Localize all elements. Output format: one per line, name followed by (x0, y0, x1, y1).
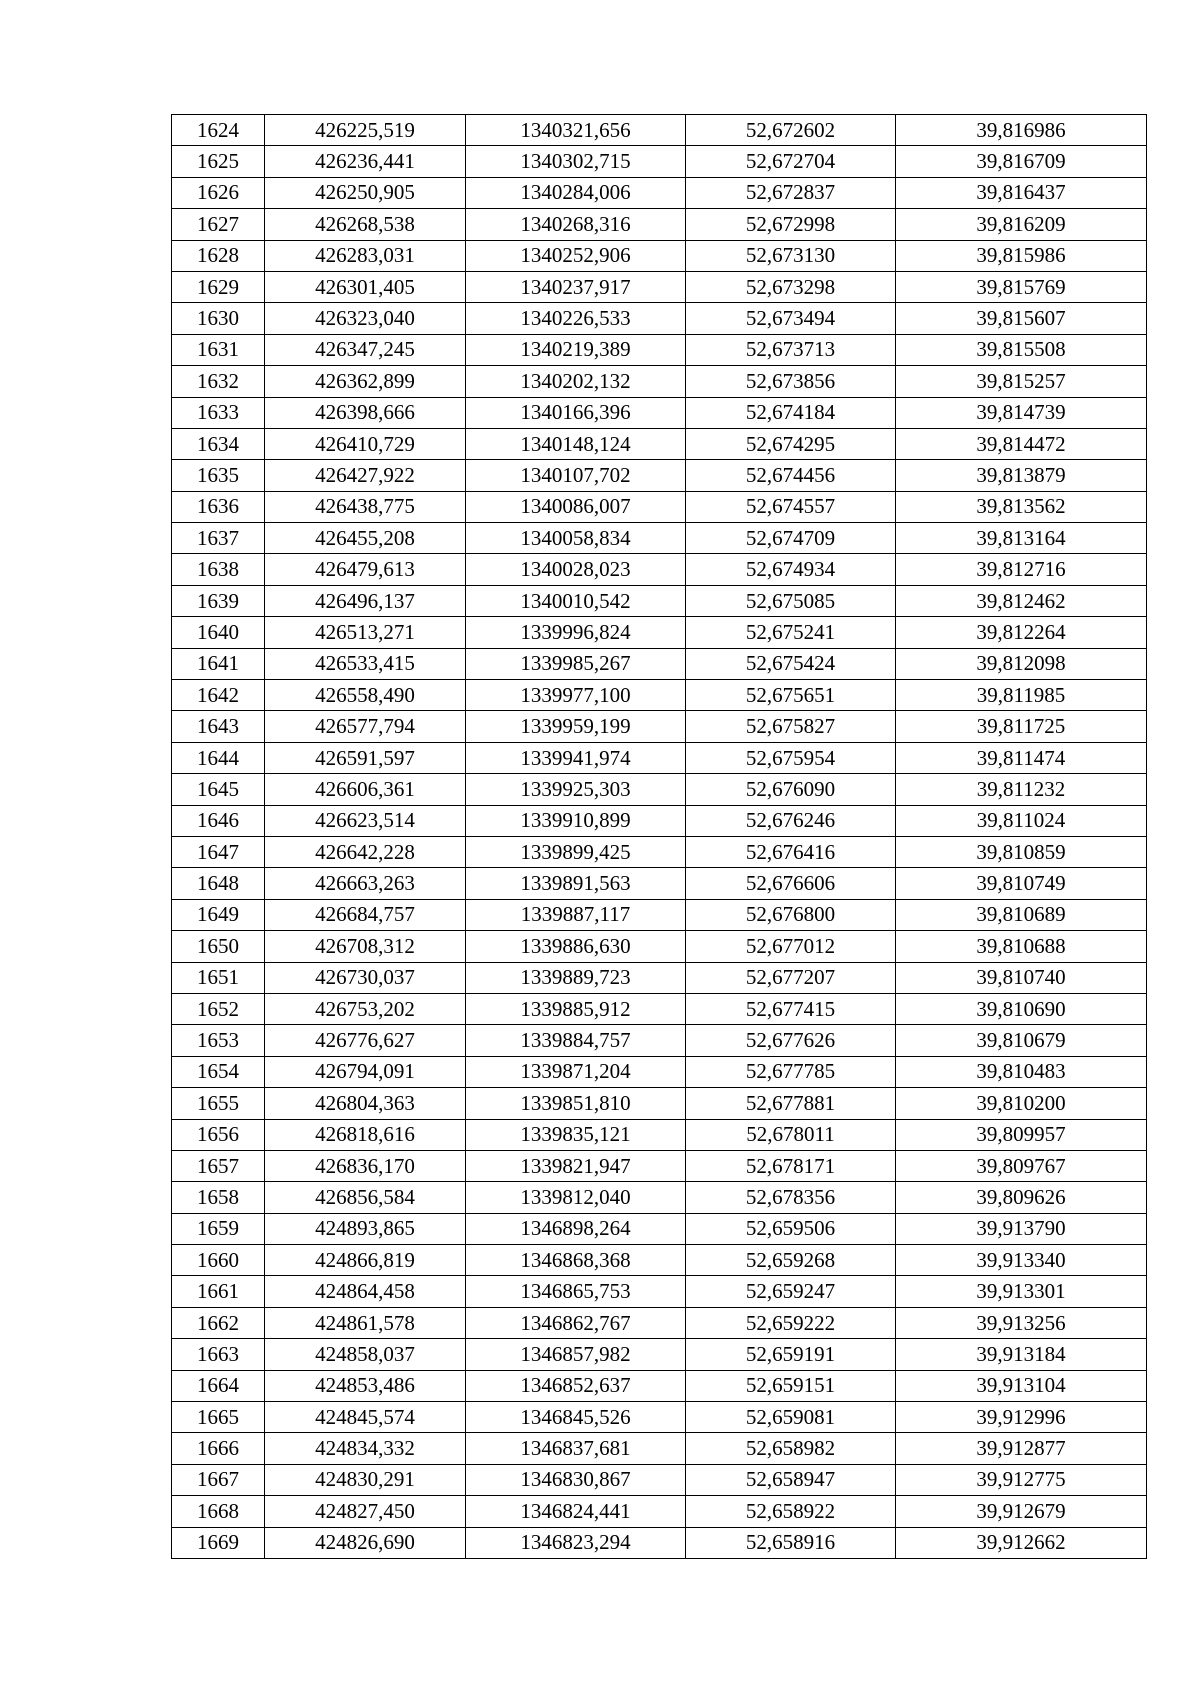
point-number-cell: 1656 (172, 1119, 265, 1150)
y-coordinate-cell: 1339884,757 (466, 1025, 686, 1056)
latitude-cell: 52,674557 (686, 491, 896, 522)
table-row (172, 303, 1147, 334)
latitude-cell: 52,673494 (686, 303, 896, 334)
latitude-cell: 52,675241 (686, 617, 896, 648)
x-coordinate-cell: 426236,441 (265, 146, 466, 177)
longitude-cell: 39,809767 (896, 1150, 1147, 1181)
latitude-cell: 52,673856 (686, 366, 896, 397)
longitude-cell: 39,816437 (896, 177, 1147, 208)
longitude-cell: 39,812716 (896, 554, 1147, 585)
x-coordinate-cell: 426283,031 (265, 240, 466, 271)
table-row (172, 460, 1147, 491)
longitude-cell: 39,912996 (896, 1402, 1147, 1433)
y-coordinate-cell: 1339889,723 (466, 962, 686, 993)
point-number-cell: 1653 (172, 1025, 265, 1056)
x-coordinate-cell: 426479,613 (265, 554, 466, 585)
table-row (172, 209, 1147, 240)
table-row (172, 774, 1147, 805)
table-row (172, 146, 1147, 177)
table-row (172, 491, 1147, 522)
table-row (172, 680, 1147, 711)
latitude-cell: 52,676606 (686, 868, 896, 899)
longitude-cell: 39,812098 (896, 648, 1147, 679)
y-coordinate-cell: 1339812,040 (466, 1182, 686, 1213)
y-coordinate-cell: 1346845,526 (466, 1402, 686, 1433)
y-coordinate-cell: 1339851,810 (466, 1088, 686, 1119)
longitude-cell: 39,912662 (896, 1527, 1147, 1558)
latitude-cell: 52,675954 (686, 742, 896, 773)
y-coordinate-cell: 1340148,124 (466, 428, 686, 459)
latitude-cell: 52,678356 (686, 1182, 896, 1213)
longitude-cell: 39,815769 (896, 271, 1147, 302)
longitude-cell: 39,813879 (896, 460, 1147, 491)
table-row (172, 931, 1147, 962)
longitude-cell: 39,811024 (896, 805, 1147, 836)
latitude-cell: 52,677207 (686, 962, 896, 993)
y-coordinate-cell: 1346862,767 (466, 1307, 686, 1338)
y-coordinate-cell: 1340321,656 (466, 115, 686, 146)
point-number-cell: 1650 (172, 931, 265, 962)
longitude-cell: 39,913256 (896, 1307, 1147, 1338)
longitude-cell: 39,815257 (896, 366, 1147, 397)
x-coordinate-cell: 426347,245 (265, 334, 466, 365)
point-number-cell: 1659 (172, 1213, 265, 1244)
longitude-cell: 39,815508 (896, 334, 1147, 365)
point-number-cell: 1629 (172, 271, 265, 302)
point-number-cell: 1627 (172, 209, 265, 240)
latitude-cell: 52,678171 (686, 1150, 896, 1181)
longitude-cell: 39,813562 (896, 491, 1147, 522)
x-coordinate-cell: 424893,865 (265, 1213, 466, 1244)
latitude-cell: 52,674184 (686, 397, 896, 428)
x-coordinate-cell: 426663,263 (265, 868, 466, 899)
y-coordinate-cell: 1339871,204 (466, 1056, 686, 1087)
table-row (172, 177, 1147, 208)
x-coordinate-cell: 426323,040 (265, 303, 466, 334)
point-number-cell: 1654 (172, 1056, 265, 1087)
y-coordinate-cell: 1339899,425 (466, 836, 686, 867)
latitude-cell: 52,674709 (686, 523, 896, 554)
point-number-cell: 1655 (172, 1088, 265, 1119)
table-row (172, 1464, 1147, 1495)
longitude-cell: 39,815986 (896, 240, 1147, 271)
coordinates-table-body (172, 115, 1147, 1559)
x-coordinate-cell: 424853,486 (265, 1370, 466, 1401)
x-coordinate-cell: 426225,519 (265, 115, 466, 146)
x-coordinate-cell: 424866,819 (265, 1245, 466, 1276)
x-coordinate-cell: 426496,137 (265, 585, 466, 616)
y-coordinate-cell: 1340028,023 (466, 554, 686, 585)
y-coordinate-cell: 1346852,637 (466, 1370, 686, 1401)
table-row (172, 1496, 1147, 1527)
table-row (172, 1527, 1147, 1558)
x-coordinate-cell: 426730,037 (265, 962, 466, 993)
x-coordinate-cell: 424830,291 (265, 1464, 466, 1495)
x-coordinate-cell: 426398,666 (265, 397, 466, 428)
latitude-cell: 52,659222 (686, 1307, 896, 1338)
table-row (172, 554, 1147, 585)
y-coordinate-cell: 1340202,132 (466, 366, 686, 397)
longitude-cell: 39,812462 (896, 585, 1147, 616)
coordinates-table-container (171, 114, 1146, 1559)
x-coordinate-cell: 424861,578 (265, 1307, 466, 1338)
y-coordinate-cell: 1339985,267 (466, 648, 686, 679)
point-number-cell: 1642 (172, 680, 265, 711)
table-row (172, 585, 1147, 616)
y-coordinate-cell: 1346898,264 (466, 1213, 686, 1244)
latitude-cell: 52,674295 (686, 428, 896, 459)
longitude-cell: 39,810740 (896, 962, 1147, 993)
x-coordinate-cell: 424858,037 (265, 1339, 466, 1370)
x-coordinate-cell: 424864,458 (265, 1276, 466, 1307)
y-coordinate-cell: 1339910,899 (466, 805, 686, 836)
latitude-cell: 52,678011 (686, 1119, 896, 1150)
table-row (172, 1213, 1147, 1244)
latitude-cell: 52,673130 (686, 240, 896, 271)
table-row (172, 428, 1147, 459)
table-row (172, 1402, 1147, 1433)
y-coordinate-cell: 1340302,715 (466, 146, 686, 177)
table-row (172, 240, 1147, 271)
coordinates-table (171, 114, 1147, 1559)
point-number-cell: 1631 (172, 334, 265, 365)
x-coordinate-cell: 426533,415 (265, 648, 466, 679)
point-number-cell: 1660 (172, 1245, 265, 1276)
latitude-cell: 52,659191 (686, 1339, 896, 1370)
point-number-cell: 1640 (172, 617, 265, 648)
x-coordinate-cell: 426708,312 (265, 931, 466, 962)
x-coordinate-cell: 426362,899 (265, 366, 466, 397)
y-coordinate-cell: 1340284,006 (466, 177, 686, 208)
longitude-cell: 39,816709 (896, 146, 1147, 177)
latitude-cell: 52,675085 (686, 585, 896, 616)
longitude-cell: 39,816986 (896, 115, 1147, 146)
table-row (172, 523, 1147, 554)
x-coordinate-cell: 424826,690 (265, 1527, 466, 1558)
point-number-cell: 1643 (172, 711, 265, 742)
point-number-cell: 1665 (172, 1402, 265, 1433)
point-number-cell: 1647 (172, 836, 265, 867)
x-coordinate-cell: 426642,228 (265, 836, 466, 867)
longitude-cell: 39,813164 (896, 523, 1147, 554)
table-row (172, 899, 1147, 930)
point-number-cell: 1625 (172, 146, 265, 177)
point-number-cell: 1637 (172, 523, 265, 554)
longitude-cell: 39,912775 (896, 1464, 1147, 1495)
x-coordinate-cell: 426577,794 (265, 711, 466, 742)
table-row (172, 962, 1147, 993)
point-number-cell: 1661 (172, 1276, 265, 1307)
table-row (172, 1119, 1147, 1150)
longitude-cell: 39,811985 (896, 680, 1147, 711)
y-coordinate-cell: 1339891,563 (466, 868, 686, 899)
table-row (172, 334, 1147, 365)
latitude-cell: 52,677626 (686, 1025, 896, 1056)
table-row (172, 115, 1147, 146)
point-number-cell: 1652 (172, 993, 265, 1024)
point-number-cell: 1648 (172, 868, 265, 899)
latitude-cell: 52,658982 (686, 1433, 896, 1464)
latitude-cell: 52,677785 (686, 1056, 896, 1087)
point-number-cell: 1662 (172, 1307, 265, 1338)
x-coordinate-cell: 426268,538 (265, 209, 466, 240)
longitude-cell: 39,810679 (896, 1025, 1147, 1056)
y-coordinate-cell: 1339835,121 (466, 1119, 686, 1150)
x-coordinate-cell: 424834,332 (265, 1433, 466, 1464)
table-row (172, 805, 1147, 836)
point-number-cell: 1634 (172, 428, 265, 459)
x-coordinate-cell: 426856,584 (265, 1182, 466, 1213)
y-coordinate-cell: 1346823,294 (466, 1527, 686, 1558)
longitude-cell: 39,913790 (896, 1213, 1147, 1244)
point-number-cell: 1658 (172, 1182, 265, 1213)
longitude-cell: 39,814472 (896, 428, 1147, 459)
y-coordinate-cell: 1339885,912 (466, 993, 686, 1024)
point-number-cell: 1638 (172, 554, 265, 585)
y-coordinate-cell: 1346868,368 (466, 1245, 686, 1276)
latitude-cell: 52,658916 (686, 1527, 896, 1558)
longitude-cell: 39,810690 (896, 993, 1147, 1024)
x-coordinate-cell: 424845,574 (265, 1402, 466, 1433)
x-coordinate-cell: 426684,757 (265, 899, 466, 930)
table-row (172, 711, 1147, 742)
y-coordinate-cell: 1340010,542 (466, 585, 686, 616)
latitude-cell: 52,675827 (686, 711, 896, 742)
x-coordinate-cell: 426591,597 (265, 742, 466, 773)
table-row (172, 397, 1147, 428)
latitude-cell: 52,677881 (686, 1088, 896, 1119)
longitude-cell: 39,810688 (896, 931, 1147, 962)
longitude-cell: 39,811474 (896, 742, 1147, 773)
latitude-cell: 52,672602 (686, 115, 896, 146)
y-coordinate-cell: 1339887,117 (466, 899, 686, 930)
latitude-cell: 52,658922 (686, 1496, 896, 1527)
point-number-cell: 1635 (172, 460, 265, 491)
point-number-cell: 1668 (172, 1496, 265, 1527)
table-row (172, 1245, 1147, 1276)
table-row (172, 1056, 1147, 1087)
point-number-cell: 1651 (172, 962, 265, 993)
table-row (172, 648, 1147, 679)
x-coordinate-cell: 426804,363 (265, 1088, 466, 1119)
table-row (172, 1182, 1147, 1213)
point-number-cell: 1636 (172, 491, 265, 522)
y-coordinate-cell: 1340219,389 (466, 334, 686, 365)
table-row (172, 617, 1147, 648)
point-number-cell: 1630 (172, 303, 265, 334)
x-coordinate-cell: 426301,405 (265, 271, 466, 302)
latitude-cell: 52,659247 (686, 1276, 896, 1307)
y-coordinate-cell: 1340252,906 (466, 240, 686, 271)
latitude-cell: 52,659151 (686, 1370, 896, 1401)
longitude-cell: 39,809957 (896, 1119, 1147, 1150)
latitude-cell: 52,659081 (686, 1402, 896, 1433)
latitude-cell: 52,677012 (686, 931, 896, 962)
point-number-cell: 1657 (172, 1150, 265, 1181)
latitude-cell: 52,676246 (686, 805, 896, 836)
longitude-cell: 39,810859 (896, 836, 1147, 867)
latitude-cell: 52,659268 (686, 1245, 896, 1276)
table-row (172, 1370, 1147, 1401)
table-row (172, 1150, 1147, 1181)
point-number-cell: 1667 (172, 1464, 265, 1495)
x-coordinate-cell: 426427,922 (265, 460, 466, 491)
latitude-cell: 52,676416 (686, 836, 896, 867)
point-number-cell: 1632 (172, 366, 265, 397)
y-coordinate-cell: 1346837,681 (466, 1433, 686, 1464)
latitude-cell: 52,676090 (686, 774, 896, 805)
longitude-cell: 39,810200 (896, 1088, 1147, 1119)
table-row (172, 1025, 1147, 1056)
latitude-cell: 52,675651 (686, 680, 896, 711)
longitude-cell: 39,814739 (896, 397, 1147, 428)
table-row (172, 1433, 1147, 1464)
latitude-cell: 52,658947 (686, 1464, 896, 1495)
latitude-cell: 52,674456 (686, 460, 896, 491)
point-number-cell: 1639 (172, 585, 265, 616)
table-row (172, 1276, 1147, 1307)
longitude-cell: 39,810483 (896, 1056, 1147, 1087)
longitude-cell: 39,810749 (896, 868, 1147, 899)
latitude-cell: 52,672837 (686, 177, 896, 208)
y-coordinate-cell: 1339996,824 (466, 617, 686, 648)
longitude-cell: 39,815607 (896, 303, 1147, 334)
x-coordinate-cell: 424827,450 (265, 1496, 466, 1527)
x-coordinate-cell: 426410,729 (265, 428, 466, 459)
latitude-cell: 52,677415 (686, 993, 896, 1024)
longitude-cell: 39,913301 (896, 1276, 1147, 1307)
y-coordinate-cell: 1339925,303 (466, 774, 686, 805)
table-row (172, 1088, 1147, 1119)
table-row (172, 1339, 1147, 1370)
latitude-cell: 52,672998 (686, 209, 896, 240)
table-row (172, 993, 1147, 1024)
point-number-cell: 1628 (172, 240, 265, 271)
point-number-cell: 1645 (172, 774, 265, 805)
x-coordinate-cell: 426513,271 (265, 617, 466, 648)
y-coordinate-cell: 1346857,982 (466, 1339, 686, 1370)
point-number-cell: 1633 (172, 397, 265, 428)
x-coordinate-cell: 426776,627 (265, 1025, 466, 1056)
point-number-cell: 1664 (172, 1370, 265, 1401)
x-coordinate-cell: 426606,361 (265, 774, 466, 805)
point-number-cell: 1644 (172, 742, 265, 773)
y-coordinate-cell: 1340166,396 (466, 397, 686, 428)
point-number-cell: 1641 (172, 648, 265, 679)
x-coordinate-cell: 426623,514 (265, 805, 466, 836)
point-number-cell: 1669 (172, 1527, 265, 1558)
table-row (172, 366, 1147, 397)
longitude-cell: 39,816209 (896, 209, 1147, 240)
longitude-cell: 39,811725 (896, 711, 1147, 742)
y-coordinate-cell: 1340237,917 (466, 271, 686, 302)
longitude-cell: 39,913184 (896, 1339, 1147, 1370)
point-number-cell: 1666 (172, 1433, 265, 1464)
latitude-cell: 52,675424 (686, 648, 896, 679)
y-coordinate-cell: 1346824,441 (466, 1496, 686, 1527)
table-row (172, 868, 1147, 899)
point-number-cell: 1649 (172, 899, 265, 930)
y-coordinate-cell: 1340107,702 (466, 460, 686, 491)
latitude-cell: 52,674934 (686, 554, 896, 585)
longitude-cell: 39,912679 (896, 1496, 1147, 1527)
y-coordinate-cell: 1339941,974 (466, 742, 686, 773)
point-number-cell: 1624 (172, 115, 265, 146)
longitude-cell: 39,912877 (896, 1433, 1147, 1464)
x-coordinate-cell: 426753,202 (265, 993, 466, 1024)
x-coordinate-cell: 426455,208 (265, 523, 466, 554)
table-row (172, 742, 1147, 773)
x-coordinate-cell: 426794,091 (265, 1056, 466, 1087)
longitude-cell: 39,809626 (896, 1182, 1147, 1213)
y-coordinate-cell: 1340058,834 (466, 523, 686, 554)
latitude-cell: 52,673298 (686, 271, 896, 302)
y-coordinate-cell: 1346830,867 (466, 1464, 686, 1495)
longitude-cell: 39,810689 (896, 899, 1147, 930)
longitude-cell: 39,913340 (896, 1245, 1147, 1276)
x-coordinate-cell: 426438,775 (265, 491, 466, 522)
y-coordinate-cell: 1340086,007 (466, 491, 686, 522)
point-number-cell: 1663 (172, 1339, 265, 1370)
y-coordinate-cell: 1340268,316 (466, 209, 686, 240)
point-number-cell: 1646 (172, 805, 265, 836)
y-coordinate-cell: 1346865,753 (466, 1276, 686, 1307)
y-coordinate-cell: 1340226,533 (466, 303, 686, 334)
y-coordinate-cell: 1339959,199 (466, 711, 686, 742)
table-row (172, 836, 1147, 867)
latitude-cell: 52,672704 (686, 146, 896, 177)
latitude-cell: 52,676800 (686, 899, 896, 930)
y-coordinate-cell: 1339977,100 (466, 680, 686, 711)
table-row (172, 271, 1147, 302)
x-coordinate-cell: 426558,490 (265, 680, 466, 711)
latitude-cell: 52,659506 (686, 1213, 896, 1244)
point-number-cell: 1626 (172, 177, 265, 208)
longitude-cell: 39,812264 (896, 617, 1147, 648)
latitude-cell: 52,673713 (686, 334, 896, 365)
table-row (172, 1307, 1147, 1338)
y-coordinate-cell: 1339886,630 (466, 931, 686, 962)
longitude-cell: 39,811232 (896, 774, 1147, 805)
x-coordinate-cell: 426836,170 (265, 1150, 466, 1181)
y-coordinate-cell: 1339821,947 (466, 1150, 686, 1181)
longitude-cell: 39,913104 (896, 1370, 1147, 1401)
x-coordinate-cell: 426250,905 (265, 177, 466, 208)
x-coordinate-cell: 426818,616 (265, 1119, 466, 1150)
